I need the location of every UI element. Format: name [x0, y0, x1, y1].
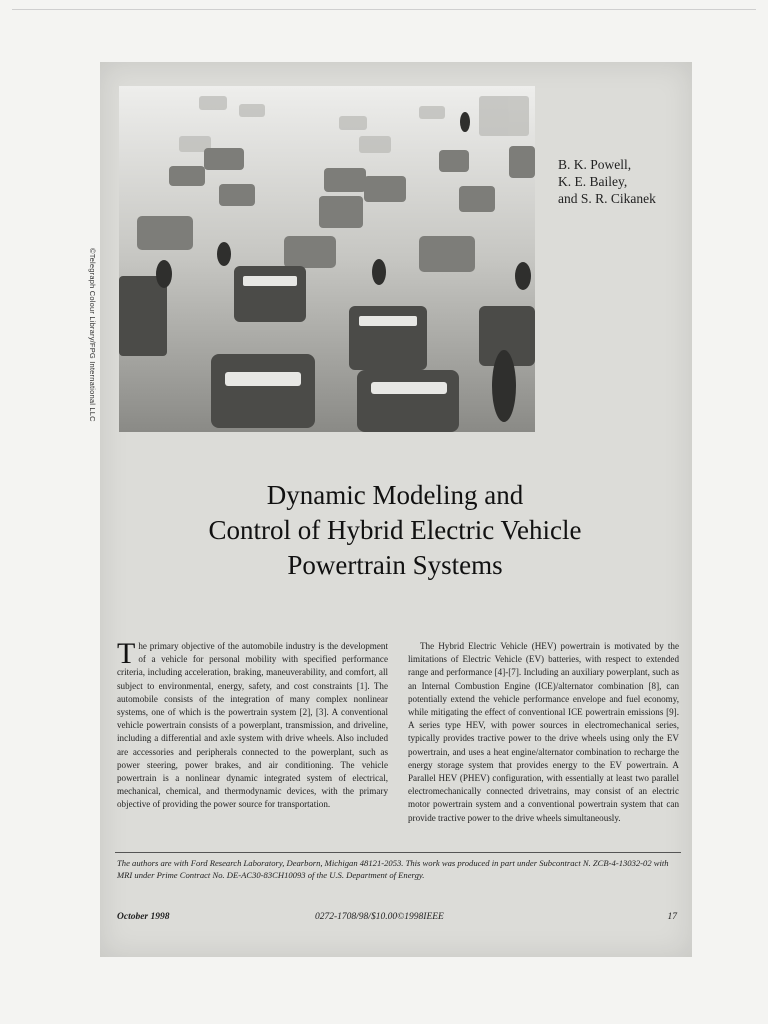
page-footer — [117, 912, 677, 926]
traffic-illustration — [119, 86, 535, 432]
drop-cap: T — [117, 640, 136, 670]
page-number: 17 — [667, 912, 677, 922]
title-line-1: Dynamic Modeling and — [266, 480, 524, 510]
body-column-right — [408, 640, 679, 845]
traffic-photo — [119, 86, 535, 432]
issue-date: October 1998 — [117, 912, 170, 922]
body-text-left: he primary objective of the automobile industry is the development of a vehicle for personal mobility with specified performance criteria, including acceleration, braking, maneuverability, and comfort, all subject to environmental, energy, safety, and cost constraints [1]. The automobile consists of the integration of many complex nonlinear systems, one of which is the powertrain system [2], [3]. A conventional vehicle powertrain consists of a powerplant, transmission, and driveline, including a differential and axle system with drive wheels. Also included are accessories and peripherals connected to the powerplant, such as power steering, power brakes, and air conditioning. The vehicle powertrain is a nonlinear dynamic integrated system of electrical, mechanical, chemical, and thermodynamic devices, with the primary objective of providing the power source for transportation. — [117, 641, 388, 810]
photo-credit: ©Telegraph Colour Library/FPG International LLC — [88, 248, 97, 422]
author-1: B. K. Powell, — [558, 157, 632, 172]
body-text-right: The Hybrid Electric Vehicle (HEV) powertrain is motivated by the limitations of Electric Vehicle (EV) batteries, with respect to extended range and performance [4]-[7]. Including an auxiliary powerplant, such as an Internal Combustion Engine (ICE)/alternator combination [8], can potentially extend the vehicle performance envelope and fuel economy, while mitigating the effect of conventional ICE powertrain emissions [9]. A series type HEV, with power sources in electromechanical series, typically provides tractive power to the drive wheels using only the EV powertrain, and uses a heat engine/alternator combination to recharge the energy storage system that provides energy to the EV powertrain. A Parallel HEV (PHEV) configuration, with essentially at least two parallel electromechanically connected drivetrains, may consist of an electric motor powertrain system and a conventional powertrain system that can provide tractive power to the drive wheels simultaneously. — [408, 641, 679, 823]
body-column-left — [117, 640, 388, 845]
author-footnote: The authors are with Ford Research Laboratory, Dearborn, Michigan 48121-2053. This work was produced in part under Subcontract N. ZCB-4-13032-02 with MRI under Prime Contract No. DE-AC30-83CH10093 of the U.S. Department of Energy. — [117, 858, 669, 880]
title-line-2: Control of Hybrid Electric Vehicle — [208, 515, 582, 545]
author-2: K. E. Bailey, — [558, 174, 628, 189]
footnote-rule — [115, 852, 681, 853]
author-3: and S. R. Cikanek — [558, 191, 656, 206]
author-list — [558, 156, 698, 207]
title-line-3: Powertrain Systems — [287, 550, 503, 580]
scan-top-line — [12, 9, 756, 10]
article-body — [117, 640, 679, 845]
article-title — [110, 478, 680, 583]
copyright-code: 0272-1708/98/$10.00©1998IEEE — [315, 912, 444, 922]
